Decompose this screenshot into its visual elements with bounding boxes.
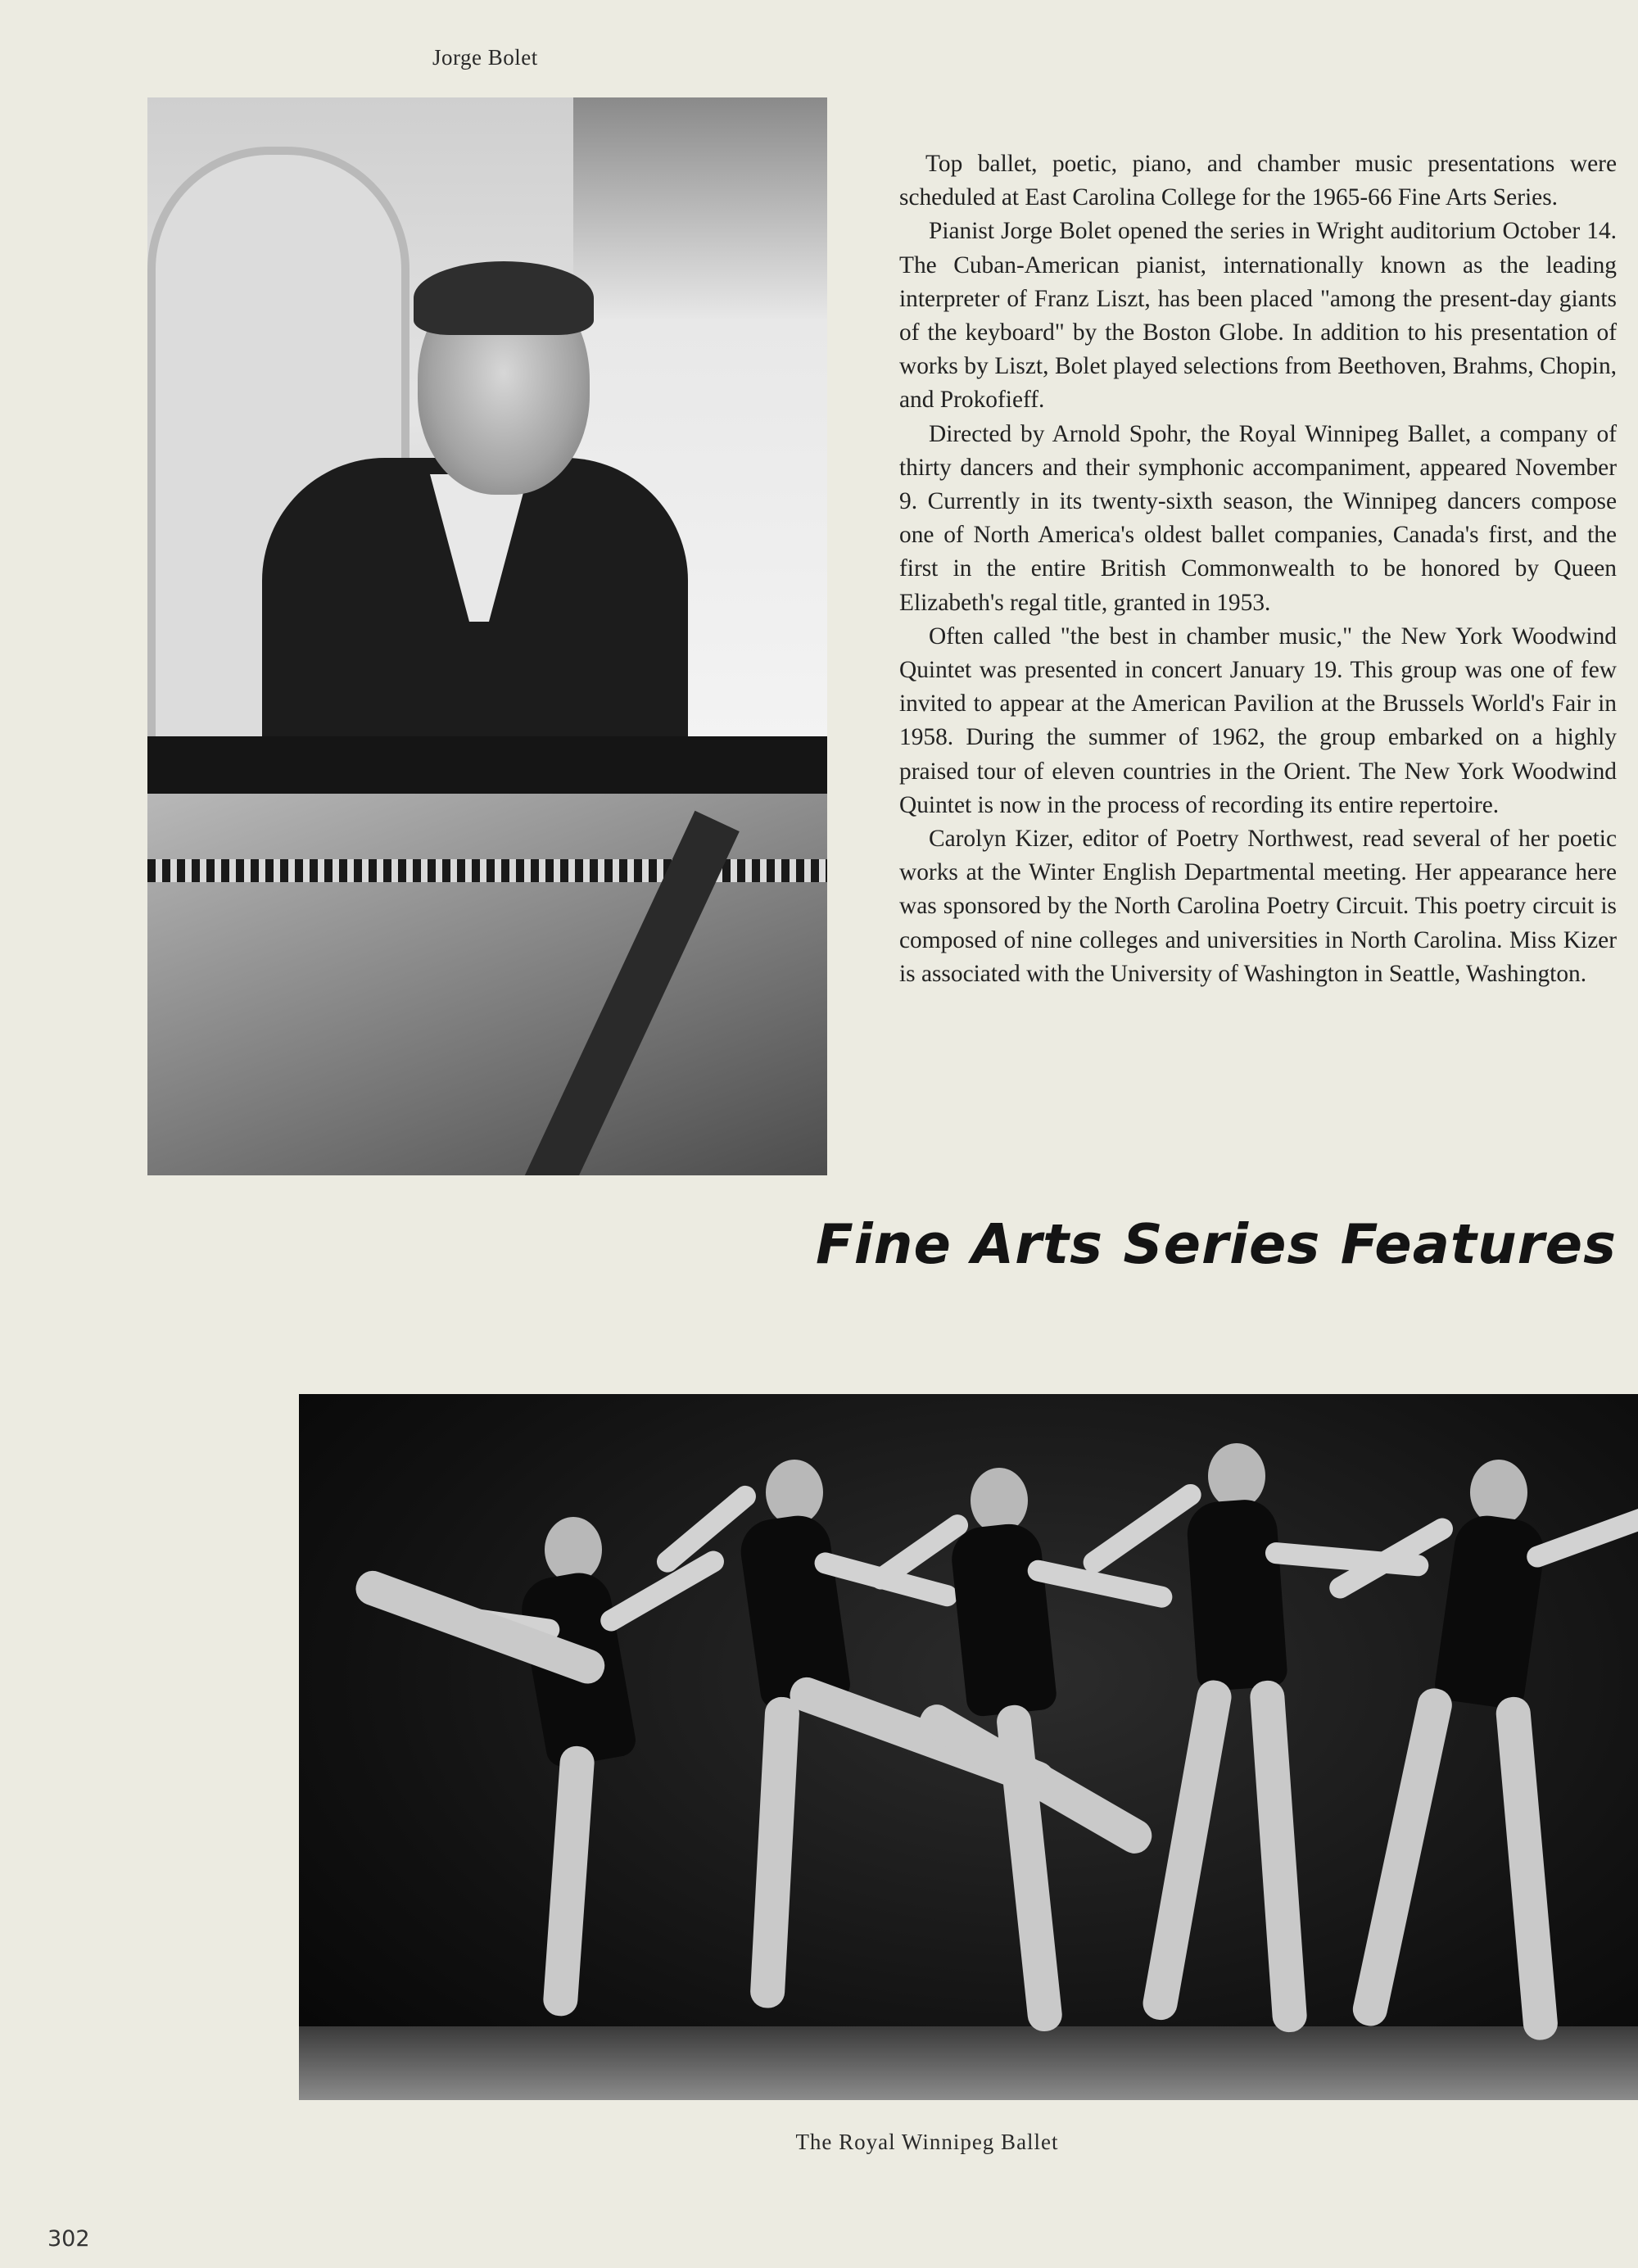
page-heading: Fine Arts Series Features (816, 1212, 1617, 1276)
piano-lid (147, 736, 827, 794)
pianist-portrait-photo (147, 97, 827, 1175)
article-body (899, 147, 1617, 991)
page-number: 302 (48, 2226, 90, 2252)
piano-hammers (147, 859, 827, 882)
ballet-photo (299, 1394, 1638, 2100)
ballet-caption: The Royal Winnipeg Ballet (795, 2130, 1059, 2154)
portrait-caption: Jorge Bolet (432, 45, 538, 70)
ballet-caption-row (0, 2130, 1638, 2155)
article-paragraph: Carolyn Kizer, editor of Poetry Northwest, read several of her poetic works at the Winter English Departmental meeting. Her appearance here was sponsored by the North Carolina Poetry Circuit. This poetry circuit is composed of nine colleges and universities in North Carolina. Miss Kizer is associated with the University of Washington in Seattle, Washington. (899, 826, 1617, 987)
pianist-hair (414, 261, 594, 335)
article-paragraph: Often called "the best in chamber music," the New York Woodwind Quintet was presented in concert January 19. This group was one of few invited to appear at the American Pavilion at the Brussels World's Fair in 1958. During the summer of 1962, the group embarked on a highly praised tour of eleven countries in the Orient. The New York Woodwind Quintet is now in the process of recording its entire repertoire. (899, 622, 1617, 818)
article-paragraph: Directed by Arnold Spohr, the Royal Winnipeg Ballet, a company of thirty dancers and their symphonic accompaniment, appeared November 9. Currently in its twenty-sixth season, the Winnipeg dancers compose one of North America's oldest ballet companies, Canada's first, and the first in the entire British Commonwealth to be honored by Queen Elizabeth's regal title, granted in 1953. (899, 420, 1617, 616)
article-paragraph: Top ballet, poetic, piano, and chamber music presentations were scheduled at East Carolina College for the 1965-66 Fine Arts Series. (899, 151, 1617, 211)
stage-floor (299, 2026, 1638, 2100)
article-paragraph: Pianist Jorge Bolet opened the series in Wright auditorium October 14. The Cuban-American pianist, internationally known as the leading interpreter of Franz Liszt, has been placed "among the present-day giants of the keyboard" by the Boston Globe. In addition to his presentation of works by Liszt, Bolet played selections from Beethoven, Brahms, Chopin, and Prokofieff. (899, 218, 1617, 414)
